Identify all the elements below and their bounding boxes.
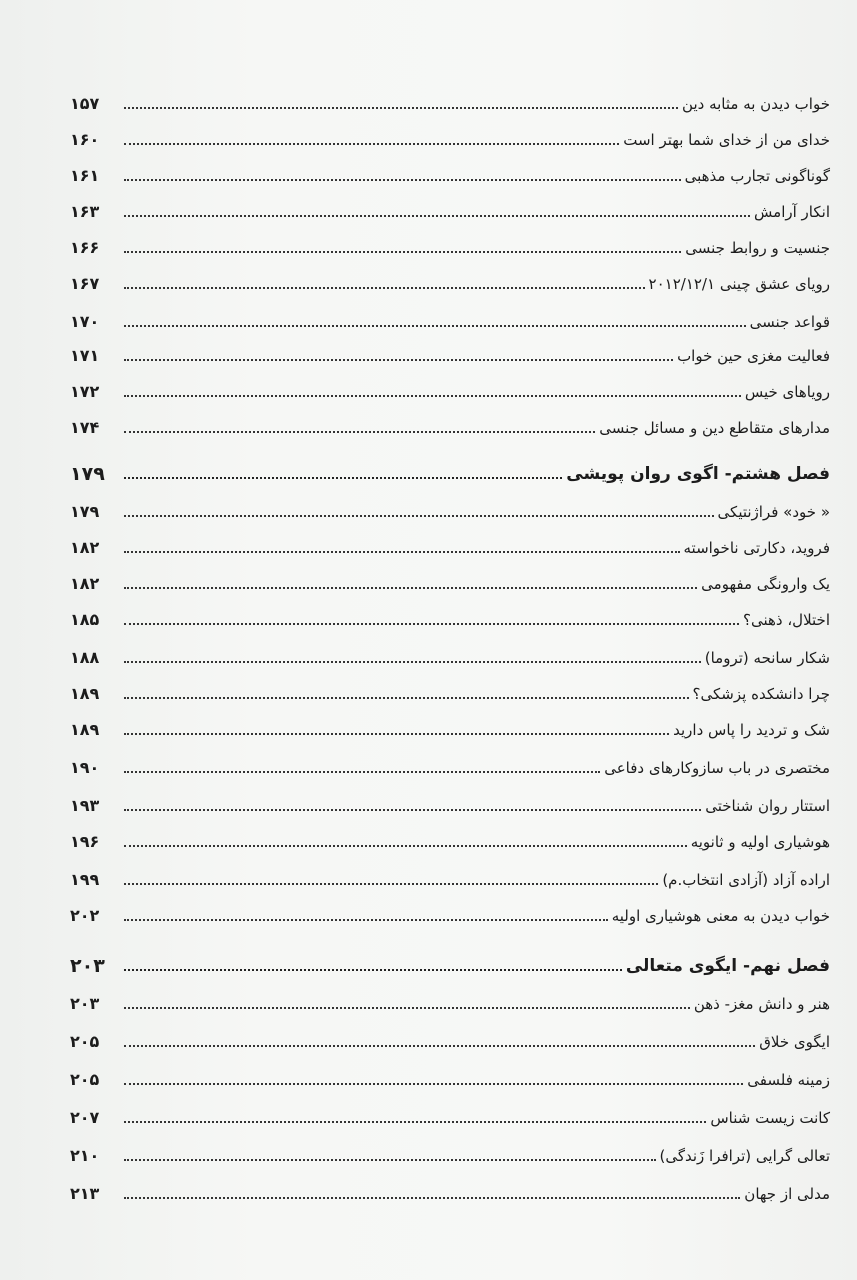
dot-leader <box>124 143 619 145</box>
toc-entry[interactable] <box>70 488 830 522</box>
toc-entry-page: ۱۸۸ <box>70 648 100 667</box>
toc-entry-page: ۱۸۵ <box>70 610 100 629</box>
toc-entry-page: ۱۷۰ <box>70 312 100 331</box>
dot-leader <box>124 883 658 885</box>
toc-entry[interactable] <box>70 524 830 558</box>
toc-entry-title: اراده آزاد (آزادی انتخاب.م) <box>662 871 830 889</box>
toc-entry[interactable] <box>70 224 830 258</box>
toc-entry-page: ۱۹۹ <box>70 870 100 889</box>
toc-entry-page: ۱۷۲ <box>70 382 100 401</box>
toc-entry[interactable] <box>70 188 830 222</box>
toc-entry-page: ۱۶۷ <box>70 274 100 293</box>
toc-entry[interactable] <box>70 818 830 852</box>
toc-entry-title: مختصری در باب سازوکارهای دفاعی <box>604 759 830 777</box>
toc-entry-page: ۲۰۲ <box>70 906 100 925</box>
dot-leader <box>124 1045 755 1047</box>
toc-entry[interactable] <box>70 782 830 816</box>
toc-entry-page: ۲۱۳ <box>70 1184 100 1203</box>
chapter-page: ۲۰۳ <box>70 955 105 977</box>
dot-leader <box>124 287 645 289</box>
dot-leader <box>124 395 741 397</box>
toc-entry-title: جنسیت و روابط جنسی <box>685 239 830 257</box>
toc-entry[interactable] <box>70 152 830 186</box>
dot-leader <box>124 477 562 479</box>
dot-leader <box>124 697 689 699</box>
dot-leader <box>124 1159 656 1161</box>
toc-entry-title: مدلی از جهان <box>744 1185 830 1203</box>
toc-entry-title: خواب دیدن به معنی هوشیاری اولیه <box>611 907 830 925</box>
toc-entry-page: ۱۶۶ <box>70 238 100 257</box>
toc-entry-title: قواعد جنسی <box>749 313 830 331</box>
toc-entry-page: ۱۹۶ <box>70 832 100 851</box>
toc-entry[interactable] <box>70 634 830 668</box>
dot-leader <box>124 251 681 253</box>
toc-entry-title: کانت زیست شناس <box>710 1109 830 1127</box>
toc-entry-title: یک وارونگی مفهومی <box>701 575 830 593</box>
toc-chapter-heading[interactable] <box>70 450 830 484</box>
toc-entry-title: فروید، دکارتی ناخواسته <box>683 539 830 557</box>
toc-chapter-heading[interactable] <box>70 942 830 976</box>
toc-entry[interactable] <box>70 560 830 594</box>
dot-leader <box>124 107 678 109</box>
toc-entry-title: استتار روان شناختی <box>705 797 830 815</box>
toc-entry[interactable] <box>70 596 830 630</box>
toc-entry-title: زمینه فلسفی <box>747 1071 830 1089</box>
chapter-title: فصل هشتم- اگوی روان پویشی <box>566 464 830 484</box>
toc-entry-page: ۱۶۰ <box>70 130 100 149</box>
dot-leader <box>124 1121 706 1123</box>
dot-leader <box>124 733 669 735</box>
toc-entry[interactable] <box>70 404 830 438</box>
toc-entry-title: خدای من از خدای شما بهتر است <box>623 131 830 149</box>
toc-entry-title: شک و تردید را پاس دارید <box>673 721 830 739</box>
dot-leader <box>124 551 680 553</box>
toc-entry[interactable] <box>70 744 830 778</box>
table-of-contents <box>70 0 830 1280</box>
toc-entry-page: ۱۹۰ <box>70 758 100 777</box>
dot-leader <box>124 919 608 921</box>
toc-entry-title: هنر و دانش مغز- ذهن <box>693 995 830 1013</box>
dot-leader <box>124 969 622 971</box>
toc-entry[interactable] <box>70 332 830 366</box>
dot-leader <box>124 1197 740 1199</box>
toc-entry[interactable] <box>70 1018 830 1052</box>
toc-entry-title: هوشیاری اولیه و ثانویه <box>690 833 830 851</box>
toc-entry[interactable] <box>70 298 830 332</box>
toc-entry-title: « خود» فراژنتیکی <box>717 503 830 521</box>
toc-entry[interactable] <box>70 1170 830 1204</box>
toc-entry[interactable] <box>70 260 830 294</box>
toc-entry[interactable] <box>70 670 830 704</box>
toc-entry[interactable] <box>70 116 830 150</box>
toc-entry-page: ۱۸۹ <box>70 720 100 739</box>
toc-entry-page: ۱۹۳ <box>70 796 100 815</box>
dot-leader <box>124 809 701 811</box>
toc-entry[interactable] <box>70 856 830 890</box>
toc-entry-page: ۱۶۳ <box>70 202 100 221</box>
dot-leader <box>124 771 600 773</box>
toc-entry[interactable] <box>70 1056 830 1090</box>
dot-leader <box>124 623 739 625</box>
toc-entry[interactable] <box>70 980 830 1014</box>
chapter-title: فصل نهم- ایگوی متعالی <box>625 956 830 976</box>
toc-entry-title: گوناگونی تجارب مذهبی <box>684 167 830 185</box>
toc-entry-title: تعالی گرایی (ترافرا زَندگی) <box>659 1147 830 1165</box>
toc-entry-page: ۲۰۵ <box>70 1070 100 1089</box>
toc-entry-page: ۱۸۹ <box>70 684 100 703</box>
toc-entry[interactable] <box>70 1094 830 1128</box>
toc-entry[interactable] <box>70 1132 830 1166</box>
toc-entry-page: ۲۰۵ <box>70 1032 100 1051</box>
toc-entry[interactable] <box>70 368 830 402</box>
toc-entry-title: ایگوی خلاق <box>759 1033 830 1051</box>
toc-entry-page: ۱۵۷ <box>70 94 100 113</box>
toc-entry-page: ۱۶۱ <box>70 166 100 185</box>
toc-entry-title: انکار آرامش <box>754 203 830 221</box>
toc-entry-title: شکار سانحه (تروما) <box>704 649 830 667</box>
toc-entry-page: ۱۷۱ <box>70 346 100 365</box>
dot-leader <box>124 325 746 327</box>
dot-leader <box>124 215 750 217</box>
toc-entry-page: ۱۷۴ <box>70 418 100 437</box>
dot-leader <box>124 179 681 181</box>
toc-entry-page: ۱۸۲ <box>70 538 100 557</box>
dot-leader <box>124 359 673 361</box>
toc-entry-page: ۱۷۹ <box>70 502 100 521</box>
toc-entry-title: مدارهای متقاطع دین و مسائل جنسی <box>599 419 830 437</box>
toc-entry-title: فعالیت مغزی حین خواب <box>677 347 830 365</box>
toc-entry-title: چرا دانشکده پزشکی؟ <box>692 685 830 703</box>
toc-entry-title: خواب دیدن به مثابه دین <box>682 95 830 113</box>
toc-entry-page: ۱۸۲ <box>70 574 100 593</box>
toc-entry-page: ۲۱۰ <box>70 1146 100 1165</box>
dot-leader <box>124 1083 743 1085</box>
chapter-page: ۱۷۹ <box>70 463 105 485</box>
dot-leader <box>124 515 714 517</box>
toc-entry-title: رویای عشق چینی ۲۰۱۲/۱۲/۱ <box>648 275 830 293</box>
dot-leader <box>124 431 595 433</box>
toc-entry[interactable] <box>70 80 830 114</box>
toc-entry-title: اختلال، ذهنی؟ <box>742 611 830 629</box>
toc-entry-page: ۲۰۳ <box>70 994 100 1013</box>
toc-entry-title: رویاهای خیس <box>744 383 830 401</box>
dot-leader <box>124 1007 690 1009</box>
toc-entry[interactable] <box>70 892 830 926</box>
toc-entry-page: ۲۰۷ <box>70 1108 100 1127</box>
dot-leader <box>124 661 701 663</box>
dot-leader <box>124 587 697 589</box>
toc-entry[interactable] <box>70 706 830 740</box>
dot-leader <box>124 845 687 847</box>
